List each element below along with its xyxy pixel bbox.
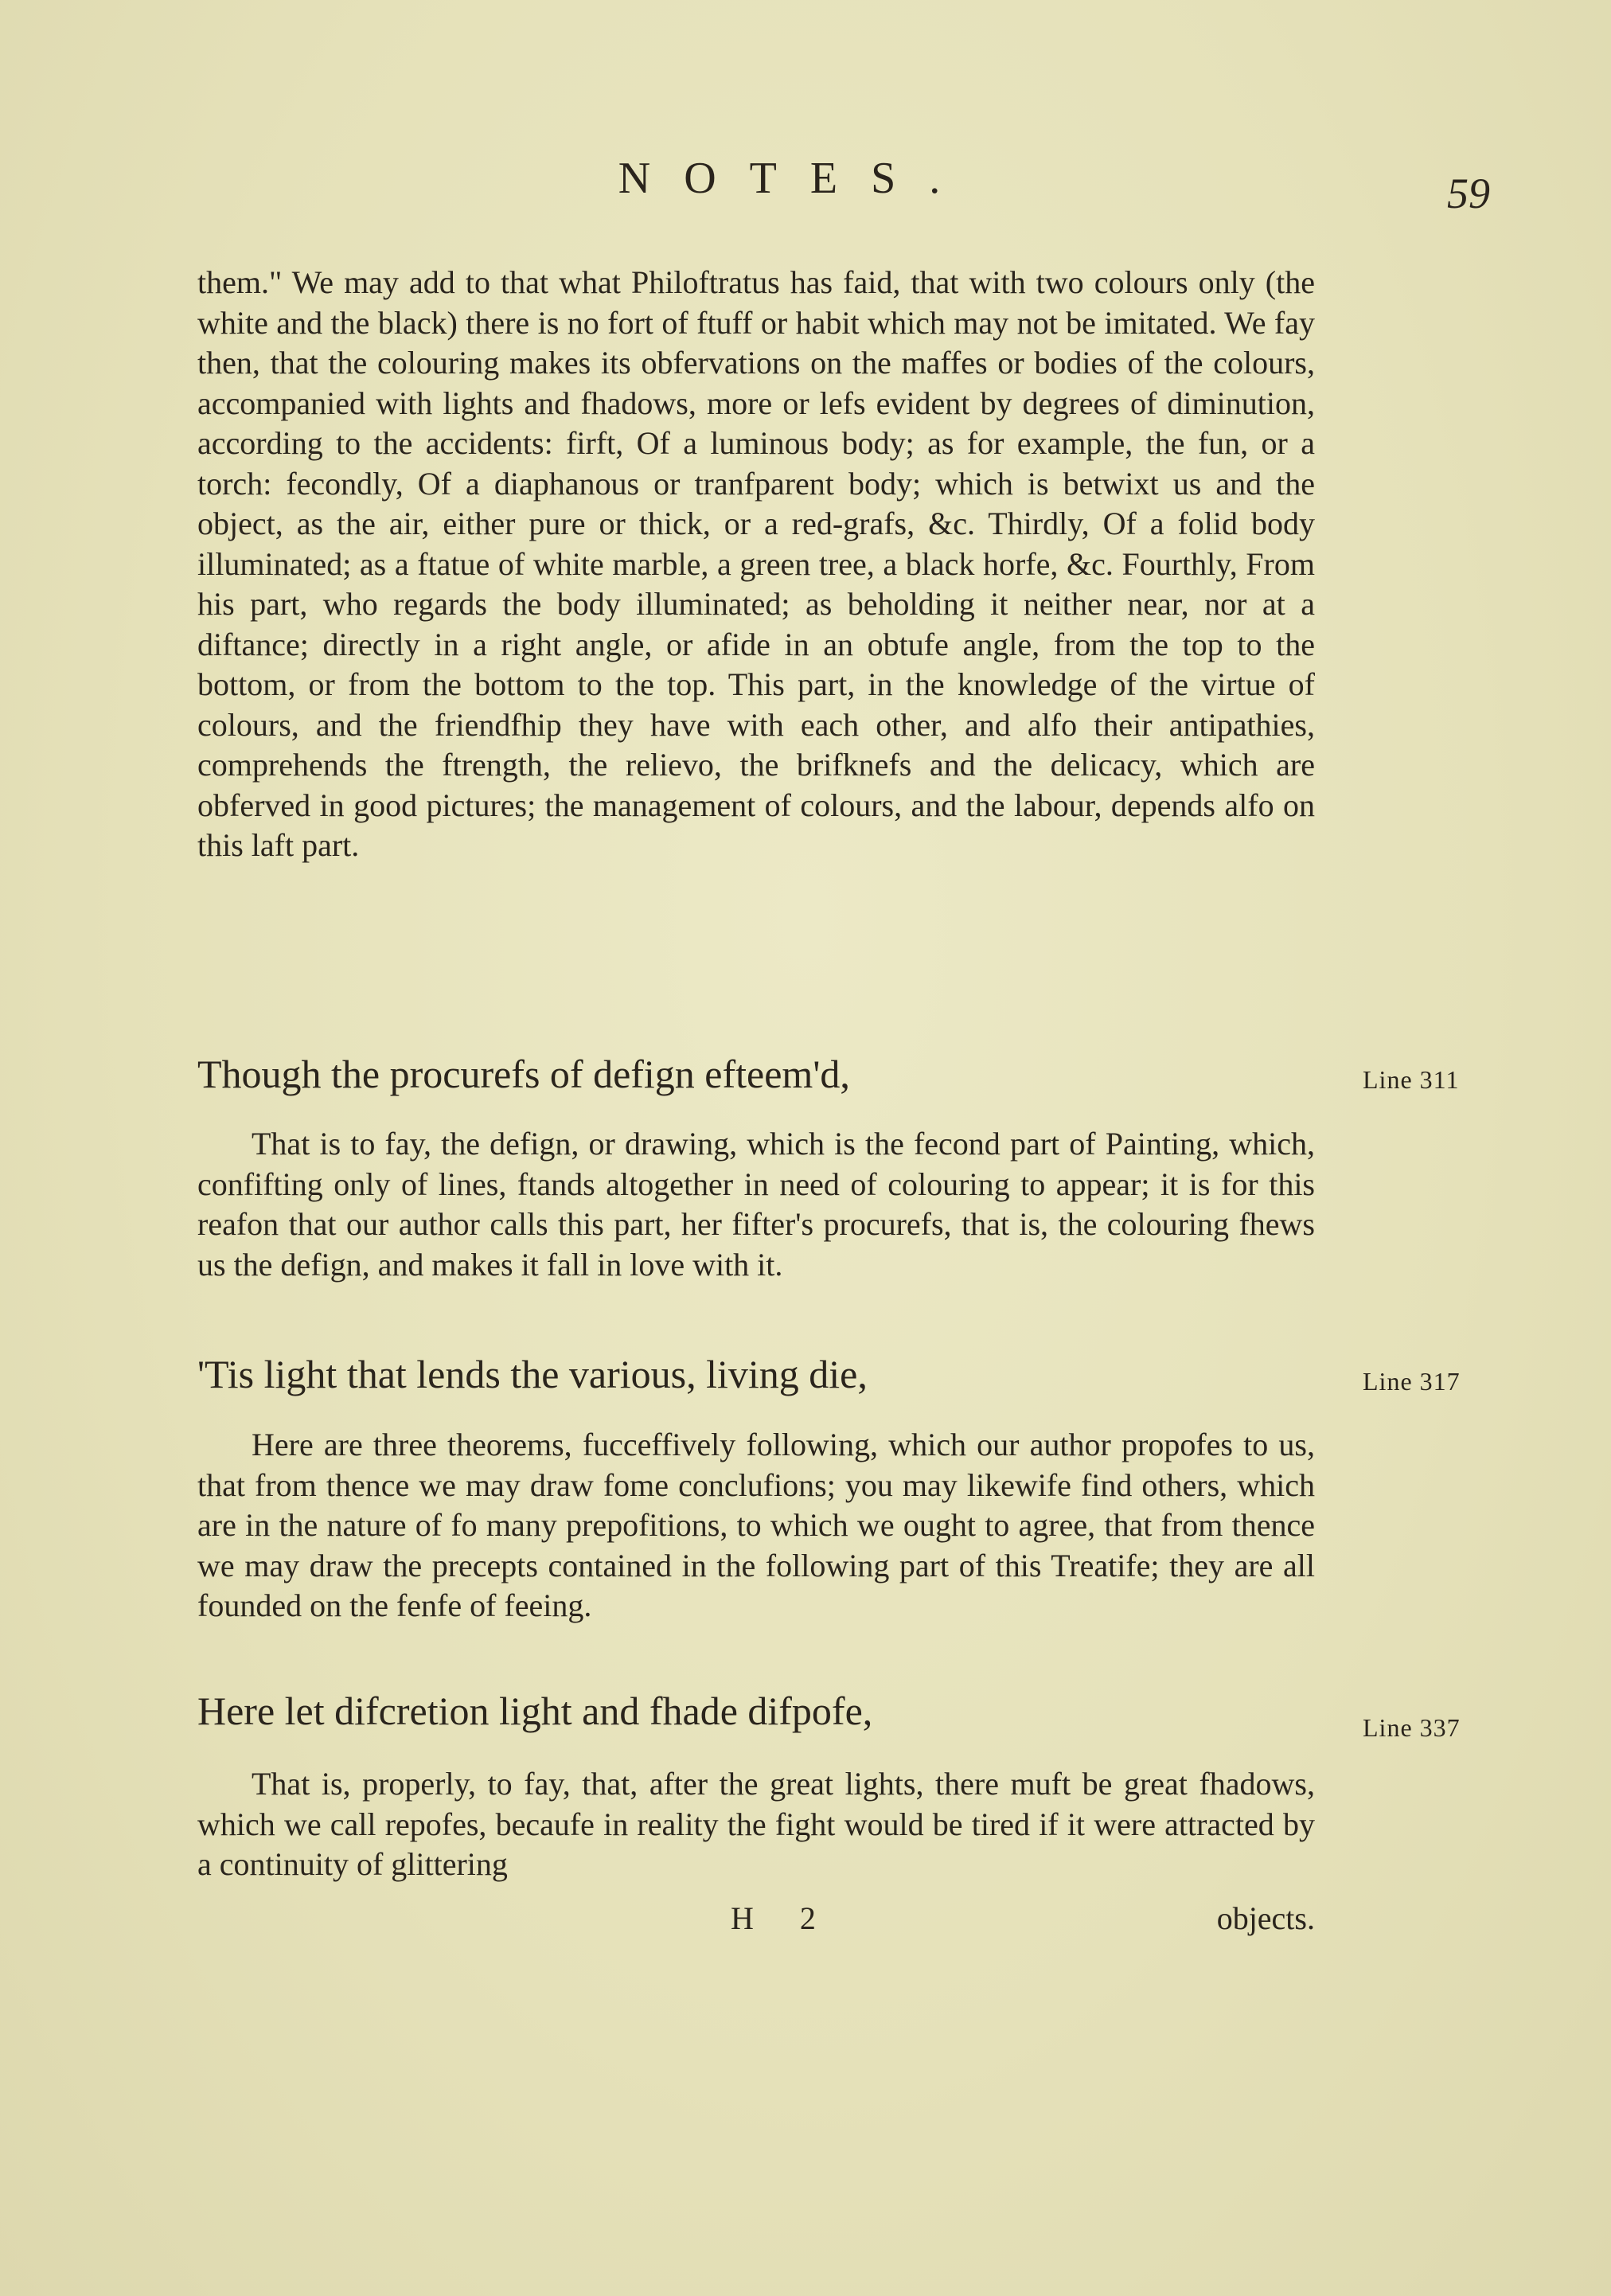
line-reference-3: Line 337 <box>1363 1713 1461 1742</box>
catchword: objects. <box>1216 1900 1315 1936</box>
paragraph-1 <box>197 263 1315 866</box>
lemma-1: Though the procurefs of defign efteem'd, <box>197 1052 850 1096</box>
paragraph-text: Here are three theorems, fucceffively following, which our author propofes to us, that from thence we may draw fome conclufions; you may likewife find others, which are in the nature of fo many prepofitions, to which we ought to agree, that from thence we may draw the precepts contained in the following part of this Treatife; they are all founded on the fenfe of feeing. <box>197 1427 1315 1623</box>
page-number: 59 <box>1447 170 1490 217</box>
signature-mark: H 2 <box>731 1900 835 1936</box>
paragraph-2 <box>197 1124 1315 1285</box>
lemma-2: 'Tis light that lends the various, living die, <box>197 1352 868 1396</box>
lemma-3: Here let difcretion light and fhade difpofe, <box>197 1689 873 1733</box>
running-title: NOTES. <box>618 154 974 203</box>
paragraph-text: them." We may add to that what Philoftratus has faid, that with two colours only (the white and the black) there is no fort of ftuff or habit which may not be imitated. We fay then, that the colouring makes its obfervations on the maffes or bodies of the colours, accompanied with lights and fhadows, more or lefs evident by degrees of diminution, according to the accidents: firft, Of a luminous body; as for example, the fun, or a torch: fecondly, Of a diaphanous or tranfparent body; which is betwixt us and the object, as the air, either pure or thick, or a red-grafs, &c. Thirdly, Of a folid body illuminated; as a ftatue of white marble, a green tree, a black horfe, &c. Fourthly, From his part, who regards the body illuminated; as beholding it neither near, nor at a diftance; directly in a right angle, or afide in an obtufe angle, from the top to the bottom, or from the bottom to the top. This part, in the knowledge of the virtue of colours, and the friendfhip they have with each other, and alfo their antipathies, comprehends the ftrength, the relievo, the brifknefs and the delicacy, which are obferved in good pictures; the management of colours, and the labour, depends alfo on this laft part. <box>197 264 1315 863</box>
line-reference-2: Line 317 <box>1363 1367 1461 1396</box>
paragraph-text: That is, properly, to fay, that, after the great lights, there muft be great fhadows, which we call repofes, becaufe in reality the fight would be tired if it were attracted by a continuity of glittering <box>197 1766 1315 1882</box>
paragraph-text: That is to fay, the defign, or drawing, which is the fecond part of Painting, which, confifting only of lines, ftands altogether in need of colouring to appear; it is for this reafon that our author calls this part, her fifter's procurefs, that is, the colouring fhews us the defign, and makes it fall in love with it. <box>197 1126 1315 1283</box>
paragraph-3 <box>197 1425 1315 1626</box>
paragraph-4 <box>197 1764 1315 1885</box>
line-reference-1: Line 311 <box>1363 1065 1460 1094</box>
